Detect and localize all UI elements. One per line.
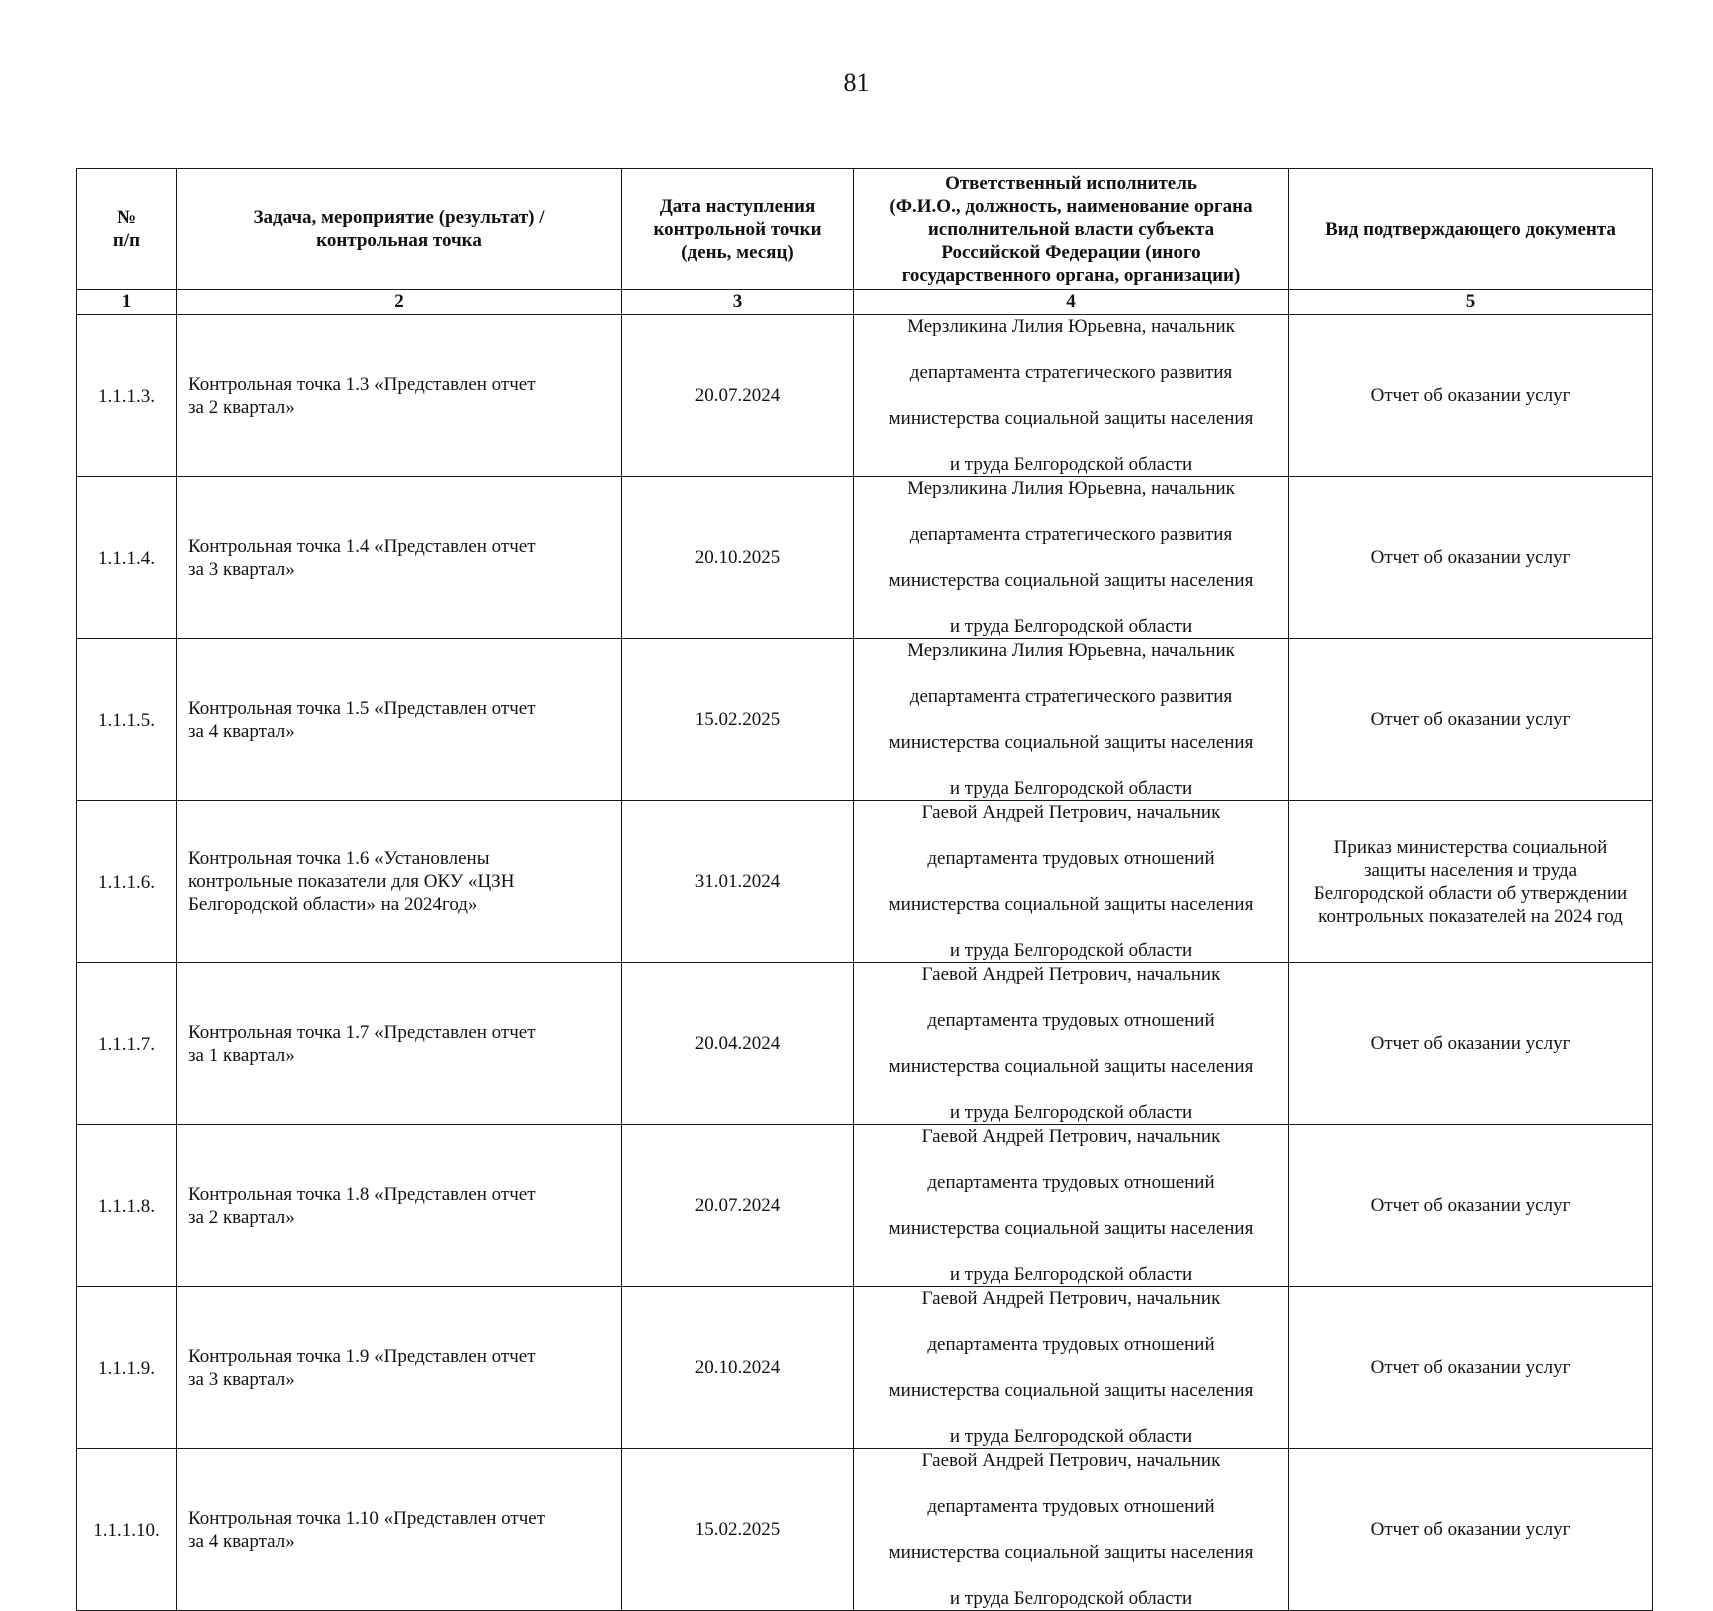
task-cell-line: за 3 квартал»: [188, 558, 295, 580]
column-number: 4: [854, 290, 1289, 315]
table-row: [77, 477, 1653, 639]
task-cell-line: за 2 квартал»: [188, 396, 295, 418]
responsible-cell-line: и труда Белгородской области: [949, 1588, 1193, 1609]
responsible-cell-line: департамента стратегического развития: [909, 524, 1233, 545]
responsible-cell-line: министерства социальной защиты населения: [888, 1218, 1254, 1239]
task-cell-line: за 3 квартал»: [188, 1368, 295, 1390]
task-cell-line: Белгородской области» на 2024год»: [188, 894, 478, 915]
date-cell: 31.01.2024: [622, 801, 854, 963]
responsible-cell-line: Мерзликина Лилия Юрьевна, начальник: [907, 640, 1235, 661]
row-number: 1.1.1.6.: [77, 801, 177, 963]
table-row: [77, 1449, 1653, 1611]
responsible-cell-line: департамента трудовых отношений: [927, 848, 1215, 869]
table-body: [77, 315, 1653, 1611]
task-cell-line: Контрольная точка 1.10 «Представлен отчет: [188, 1507, 546, 1529]
responsible-cell-line: Гаевой Андрей Петрович, начальник: [921, 964, 1221, 985]
column-number-row: [77, 290, 1653, 315]
responsible-cell: [854, 1449, 1289, 1611]
header-date-line: (день, месяц): [681, 241, 794, 263]
responsible-cell-line: департамента трудовых отношений: [927, 1010, 1215, 1031]
header-date-line: Дата наступления: [659, 195, 816, 217]
header-task: [177, 169, 622, 290]
document-cell: [1289, 963, 1653, 1125]
date-cell: 20.10.2025: [622, 477, 854, 639]
column-number: 3: [622, 290, 854, 315]
responsible-cell-line: Мерзликина Лилия Юрьевна, начальник: [907, 316, 1235, 337]
task-cell-line: Контрольная точка 1.8 «Представлен отчет: [188, 1183, 536, 1205]
column-number: 5: [1289, 290, 1653, 315]
document-cell: [1289, 1125, 1653, 1287]
task-cell-line: Контрольная точка 1.9 «Представлен отчет: [188, 1345, 536, 1367]
document-cell-line: Отчет об оказании услуг: [1370, 709, 1571, 730]
date-cell: 20.04.2024: [622, 963, 854, 1125]
date-cell: 15.02.2025: [622, 639, 854, 801]
document-cell: [1289, 801, 1653, 963]
header-date: [622, 169, 854, 290]
responsible-cell: [854, 1287, 1289, 1449]
task-cell: [177, 315, 622, 477]
table-row: [77, 315, 1653, 477]
header-task-line: контрольная точка: [316, 230, 482, 251]
responsible-cell-line: и труда Белгородской области: [949, 940, 1193, 961]
responsible-cell-line: и труда Белгородской области: [949, 778, 1193, 799]
header-num-line: п/п: [112, 230, 141, 251]
header-responsible: [854, 169, 1289, 290]
responsible-cell-line: Мерзликина Лилия Юрьевна, начальник: [907, 478, 1235, 499]
responsible-cell-line: Гаевой Андрей Петрович, начальник: [921, 1288, 1221, 1309]
document-cell: [1289, 1287, 1653, 1449]
task-cell-line: за 4 квартал»: [188, 720, 295, 742]
header-responsible-line: Российской Федерации (иного: [941, 241, 1201, 263]
task-cell: [177, 477, 622, 639]
task-cell: [177, 1125, 622, 1287]
header-row: [77, 169, 1653, 290]
header-task-line: Задача, мероприятие (результат) /: [253, 207, 545, 228]
table-row: [77, 963, 1653, 1125]
task-cell-line: контрольные показатели для ОКУ «ЦЗН: [188, 871, 515, 892]
responsible-cell-line: и труда Белгородской области: [949, 1102, 1193, 1123]
responsible-cell: [854, 963, 1289, 1125]
responsible-cell-line: Гаевой Андрей Петрович, начальник: [921, 1126, 1221, 1147]
header-document-line: Вид подтверждающего документа: [1325, 218, 1616, 240]
table-row: [77, 801, 1653, 963]
document-cell-line: Отчет об оказании услуг: [1370, 1519, 1571, 1540]
document-cell: [1289, 1449, 1653, 1611]
row-number: 1.1.1.8.: [77, 1125, 177, 1287]
responsible-cell-line: министерства социальной защиты населения: [888, 1056, 1254, 1077]
responsible-cell-line: департамента стратегического развития: [909, 686, 1233, 707]
page-number: 81: [843, 68, 870, 97]
responsible-cell-line: департамента трудовых отношений: [927, 1172, 1215, 1193]
control-points-table: [76, 168, 1653, 1611]
header-date-line: контрольной точки: [653, 218, 822, 240]
task-cell: [177, 801, 622, 963]
task-cell-line: Контрольная точка 1.7 «Представлен отчет: [188, 1021, 536, 1043]
responsible-cell: [854, 315, 1289, 477]
table-row: [77, 1125, 1653, 1287]
responsible-cell-line: министерства социальной защиты населения: [888, 570, 1254, 591]
document-cell-line: Приказ министерства социальной: [1333, 836, 1608, 858]
table-row: [77, 1287, 1653, 1449]
document-cell-line: Отчет об оказании услуг: [1370, 1357, 1571, 1378]
responsible-cell-line: департамента стратегического развития: [909, 362, 1233, 383]
task-cell: [177, 963, 622, 1125]
task-cell-line: за 4 квартал»: [188, 1530, 295, 1552]
task-cell-line: за 1 квартал»: [188, 1044, 295, 1066]
task-cell: [177, 1287, 622, 1449]
task-cell-line: Контрольная точка 1.6 «Установлены: [188, 848, 490, 869]
column-number: 1: [77, 290, 177, 315]
responsible-cell: [854, 639, 1289, 801]
responsible-cell-line: министерства социальной защиты населения: [888, 1380, 1254, 1401]
date-cell: 15.02.2025: [622, 1449, 854, 1611]
row-number: 1.1.1.4.: [77, 477, 177, 639]
date-cell: 20.07.2024: [622, 1125, 854, 1287]
header-responsible-line: исполнительной власти субъекта: [927, 218, 1215, 240]
header-document: [1289, 169, 1653, 290]
row-number: 1.1.1.5.: [77, 639, 177, 801]
task-cell-line: Контрольная точка 1.3 «Представлен отчет: [188, 373, 536, 395]
document-cell-line: Отчет об оказании услуг: [1370, 1195, 1571, 1216]
task-cell: [177, 639, 622, 801]
responsible-cell-line: и труда Белгородской области: [949, 1426, 1193, 1447]
row-number: 1.1.1.7.: [77, 963, 177, 1125]
responsible-cell-line: Гаевой Андрей Петрович, начальник: [921, 802, 1221, 823]
document-cell: [1289, 315, 1653, 477]
row-number: 1.1.1.10.: [77, 1449, 177, 1611]
task-cell-line: Контрольная точка 1.4 «Представлен отчет: [188, 535, 536, 557]
responsible-cell-line: министерства социальной защиты населения: [888, 1542, 1254, 1563]
document-cell-line: Отчет об оказании услуг: [1370, 547, 1571, 568]
responsible-cell-line: и труда Белгородской области: [949, 454, 1193, 475]
document-cell: [1289, 477, 1653, 639]
document-cell: [1289, 639, 1653, 801]
responsible-cell-line: департамента трудовых отношений: [927, 1496, 1215, 1517]
document-cell-line: контрольных показателей на 2024 год: [1318, 905, 1623, 927]
header-num-line: №: [116, 207, 137, 228]
table-row: [77, 639, 1653, 801]
task-cell-line: за 2 квартал»: [188, 1206, 295, 1228]
date-cell: 20.07.2024: [622, 315, 854, 477]
row-number: 1.1.1.3.: [77, 315, 177, 477]
responsible-cell: [854, 1125, 1289, 1287]
responsible-cell-line: департамента трудовых отношений: [927, 1334, 1215, 1355]
column-number: 2: [177, 290, 622, 315]
responsible-cell-line: министерства социальной защиты населения: [888, 894, 1254, 915]
date-cell: 20.10.2024: [622, 1287, 854, 1449]
responsible-cell: [854, 801, 1289, 963]
document-cell-line: Отчет об оказании услуг: [1370, 385, 1571, 406]
header-responsible-line: Ответственный исполнитель: [945, 172, 1197, 194]
responsible-cell-line: и труда Белгородской области: [949, 616, 1193, 637]
responsible-cell-line: министерства социальной защиты населения: [888, 732, 1254, 753]
document-cell-line: Отчет об оказании услуг: [1370, 1033, 1571, 1054]
document-cell-line: защиты населения и труда: [1363, 859, 1578, 881]
task-cell: [177, 1449, 622, 1611]
header-num: [77, 169, 177, 290]
header-responsible-line: государственного органа, организации): [901, 264, 1241, 286]
table-header: [77, 169, 1653, 315]
responsible-cell-line: и труда Белгородской области: [949, 1264, 1193, 1285]
row-number: 1.1.1.9.: [77, 1287, 177, 1449]
responsible-cell: [854, 477, 1289, 639]
responsible-cell-line: Гаевой Андрей Петрович, начальник: [921, 1450, 1221, 1471]
responsible-cell-line: министерства социальной защиты населения: [888, 408, 1254, 429]
task-cell-line: Контрольная точка 1.5 «Представлен отчет: [188, 697, 536, 719]
header-responsible-line: (Ф.И.О., должность, наименование органа: [889, 195, 1253, 217]
document-cell-line: Белгородской области об утверждении: [1313, 882, 1628, 904]
